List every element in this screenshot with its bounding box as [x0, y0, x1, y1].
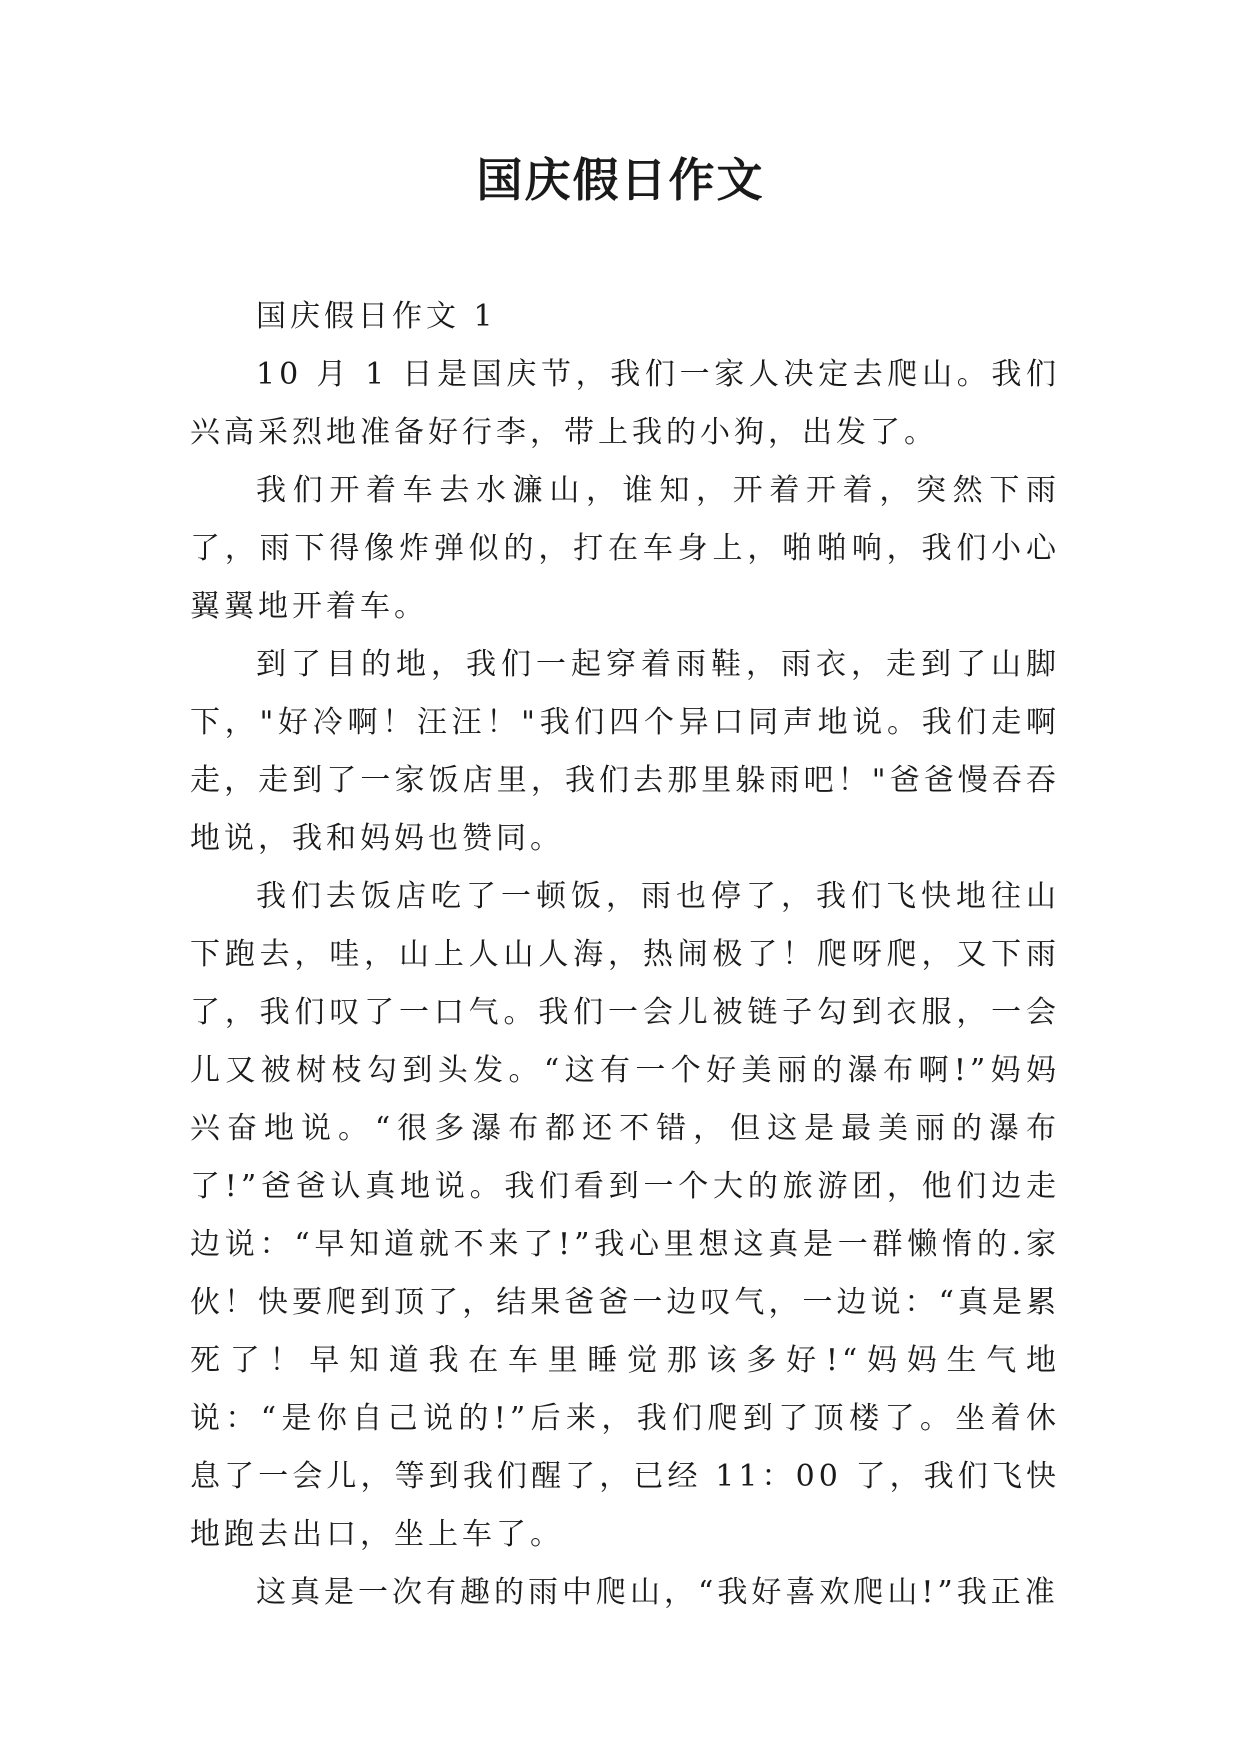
- paragraph-5: 这真是一次有趣的雨中爬山，“我好喜欢爬山!”我正准: [256, 1575, 1059, 1610]
- paragraph-3: 到了目的地，我们一起穿着雨鞋，雨衣，走到了山脚下，"好冷啊！汪汪！"我们四个异口同声地说。我们走啊走，走到了一家饭店里，我们去那里躲雨吧！"爸爸慢吞吞地说，我和妈妈也赞同。: [190, 647, 1060, 856]
- paragraph-1: 10 月 1 日是国庆节，我们一家人决定去爬山。我们兴高采烈地准备好行李，带上我的小狗，出发了。: [190, 357, 1060, 450]
- section-heading: 国庆假日作文 1: [256, 299, 497, 334]
- paragraph-2: 我们开着车去水濂山，谁知，开着开着，突然下雨了，雨下得像炸弹似的，打在车身上，啪啪响，我们小心翼翼地开着车。: [190, 473, 1060, 624]
- paragraph-4: 我们去饭店吃了一顿饭，雨也停了，我们飞快地往山下跑去，哇，山上人山人海，热闹极了！爬呀爬，又下雨了，我们叹了一口气。我们一会儿被链子勾到衣服，一会儿又被树枝勾到头发。“这有一个好美丽的瀑布啊!”妈妈兴奋地说。“很多瀑布都还不错，但这是最美丽的瀑布了!”爸爸认真地说。我们看到一个大的旅游团，他们边走边说：“早知道就不来了!”我心里想这真是一群懒惰的.家伙！快要爬到顶了，结果爸爸一边叹气，一边说：“真是累死了！早知道我在车里睡觉那该多好!“妈妈生气地说：“是你自己说的!”后来，我们爬到了顶楼了。坐着休息了一会儿，等到我们醒了，已经 11：00 了，我们飞快地跑去出口，坐上车了。: [190, 879, 1060, 1552]
- document-body: [190, 288, 1060, 1622]
- document-title: 国庆假日作文: [476, 153, 765, 207]
